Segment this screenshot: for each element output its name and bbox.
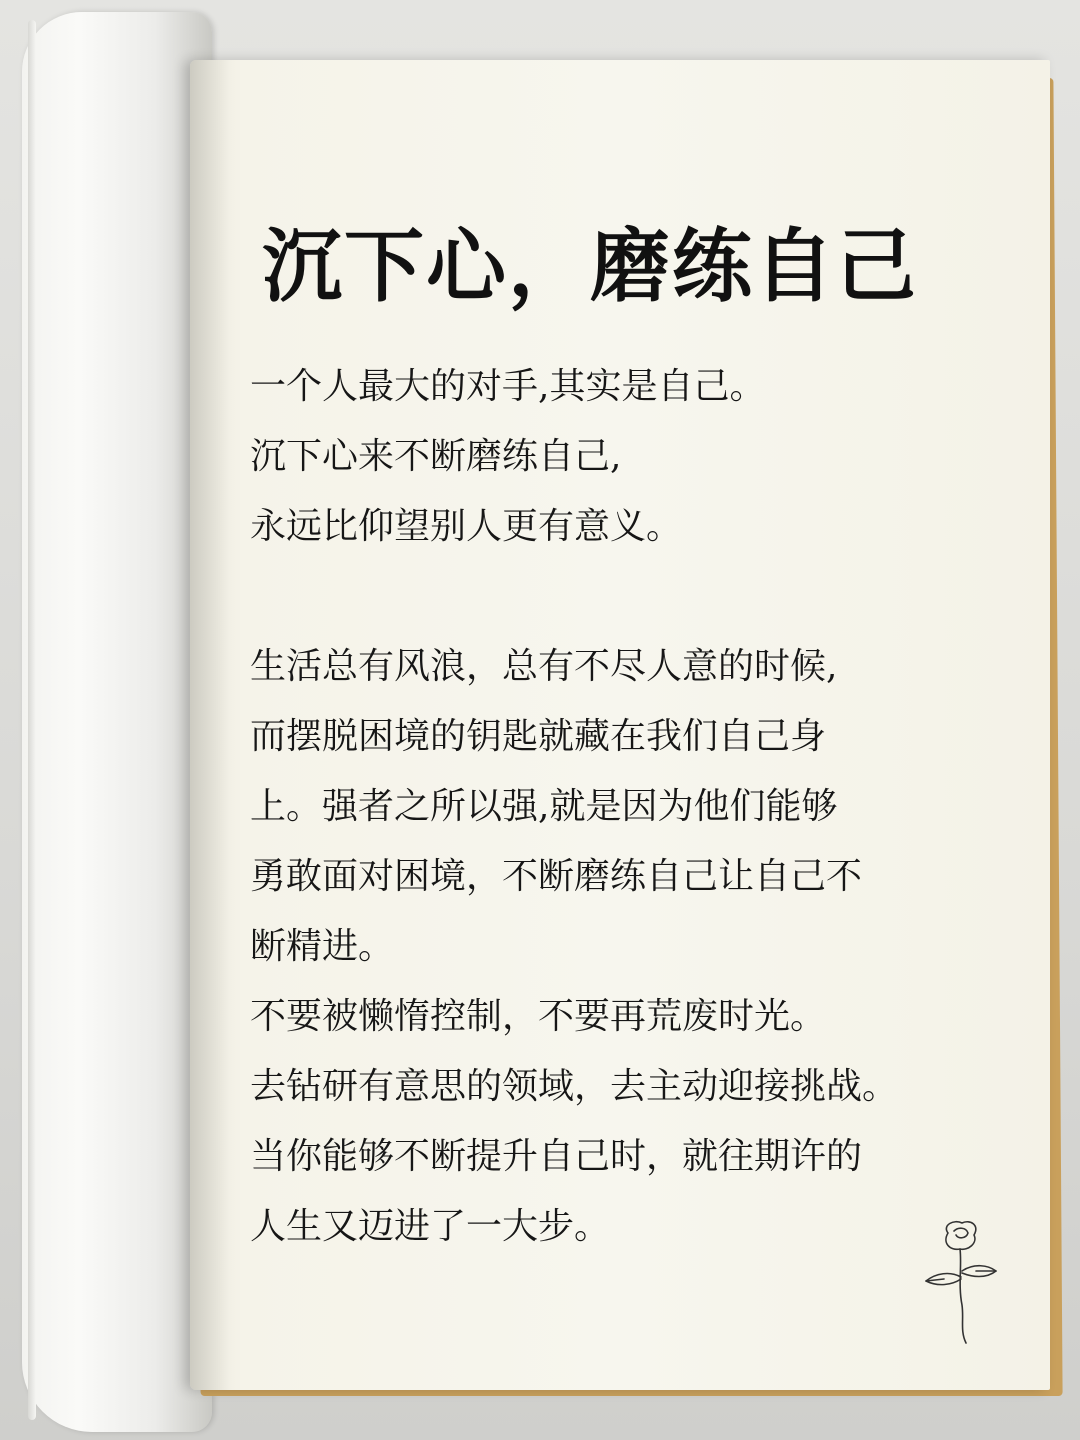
- text-line: 勇敢面对困境，不断磨练自己让自己不: [250, 856, 863, 897]
- text-line: 一个人最大的对手,其实是自己。: [250, 366, 766, 407]
- text-line: 当你能够不断提升自己时，就往期许的: [250, 1136, 863, 1177]
- text-line: 而摆脱困境的钥匙就藏在我们自己身: [250, 716, 827, 757]
- left-pages-edge: [28, 20, 36, 1420]
- text-line: 不要被懒惰控制，不要再荒废时光。: [250, 996, 827, 1037]
- text-line: 上。强者之所以强,就是因为他们能够: [250, 786, 838, 827]
- page-title: 沉下心，磨练自己: [262, 219, 918, 313]
- left-curled-pages: [22, 12, 212, 1432]
- page-gutter-shadow: [190, 60, 230, 1390]
- rose-line-drawing-icon: [918, 1215, 1002, 1345]
- text-line: 永远比仰望别人更有意义。: [250, 506, 683, 547]
- paragraph-spacer: [250, 562, 950, 632]
- text-line: 沉下心来不断磨练自己,: [250, 436, 622, 477]
- body-text: [250, 352, 950, 1262]
- text-line: 生活总有风浪，总有不尽人意的时候,: [250, 646, 838, 687]
- text-line: 去钻研有意思的领域，去主动迎接挑战。: [250, 1066, 899, 1107]
- text-line: 断精进。: [250, 926, 395, 967]
- text-line: 人生又迈进了一大步。: [250, 1206, 611, 1247]
